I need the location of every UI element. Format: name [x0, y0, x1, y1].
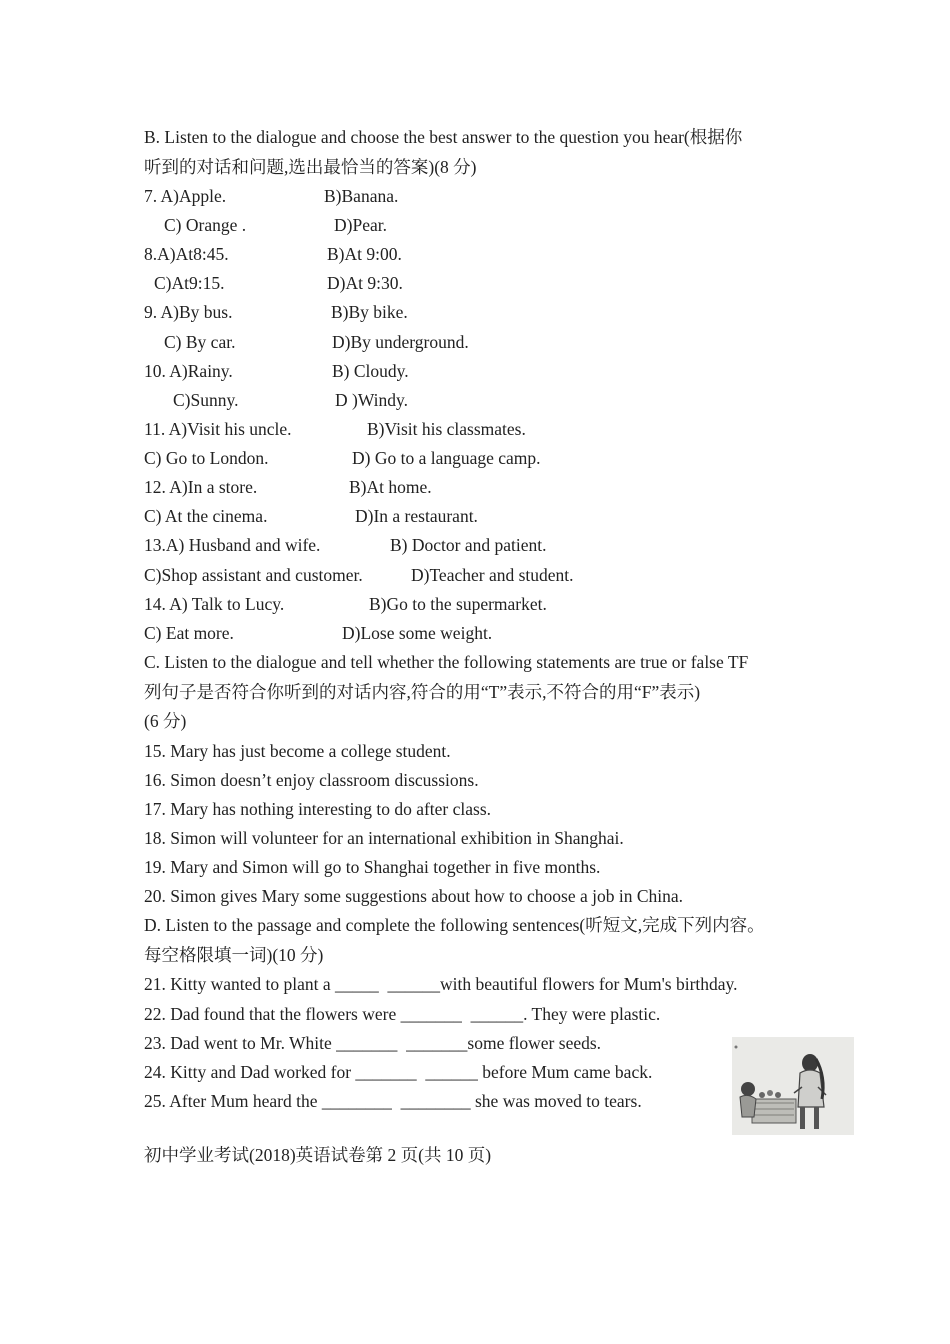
- q7-option-a: 7. A)Apple.: [144, 186, 227, 206]
- q7-option-b: B)Banana.: [324, 186, 399, 206]
- section-c-heading: C. Listen to the dialogue and tell whether the following statements are true or false TF: [144, 652, 749, 672]
- statement-19: 19. Mary and Simon will go to Shanghai together in five months.: [144, 857, 601, 877]
- section-d-heading: D. Listen to the passage and complete the following sentences(听短文,完成下列内容。: [144, 915, 765, 935]
- q9-option-d: D)By underground.: [332, 332, 469, 352]
- illustration-image: [732, 1037, 854, 1135]
- q10-option-b: B) Cloudy.: [332, 361, 409, 381]
- sentence-23: 23. Dad went to Mr. White _______ _______some flower seeds.: [144, 1033, 602, 1053]
- q7-option-d: D)Pear.: [334, 215, 387, 235]
- q7-option-c: C) Orange .: [164, 215, 247, 235]
- q11-option-b: B)Visit his classmates.: [367, 419, 526, 439]
- sentence-25: 25. After Mum heard the ________ ________ she was moved to tears.: [144, 1091, 642, 1111]
- section-b-heading: B. Listen to the dialogue and choose the best answer to the question you hear(根据你: [144, 127, 743, 147]
- sentence-22: 22. Dad found that the flowers were _______ ______. They were plastic.: [144, 1004, 661, 1024]
- section-c-points: (6 分): [144, 711, 187, 731]
- q11-option-a: 11. A)Visit his uncle.: [144, 419, 292, 439]
- sentence-21: 21. Kitty wanted to plant a _____ ______with beautiful flowers for Mum's birthday.: [144, 974, 738, 994]
- statement-17: 17. Mary has nothing interesting to do after class.: [144, 799, 492, 819]
- statement-18: 18. Simon will volunteer for an international exhibition in Shanghai.: [144, 828, 624, 848]
- q12-option-d: D)In a restaurant.: [355, 506, 478, 526]
- q13-option-d: D)Teacher and student.: [411, 565, 574, 585]
- q8-option-b: B)At 9:00.: [327, 244, 402, 264]
- q13-option-c: C)Shop assistant and customer.: [144, 565, 363, 585]
- statement-20: 20. Simon gives Mary some suggestions about how to choose a job in China.: [144, 886, 684, 906]
- q13-option-b: B) Doctor and patient.: [390, 535, 547, 555]
- section-d-heading-cont: 每空格限填一词)(10 分): [144, 945, 324, 965]
- q10-option-c: C)Sunny.: [173, 390, 239, 410]
- q8-option-a: 8.A)At8:45.: [144, 244, 229, 264]
- q9-option-c: C) By car.: [164, 332, 236, 352]
- section-b-heading-cont: 听到的对话和问题,选出最恰当的答案)(8 分): [144, 157, 477, 177]
- q11-option-c: C) Go to London.: [144, 448, 269, 468]
- q14-option-a: 14. A) Talk to Lucy.: [144, 594, 285, 614]
- section-c-heading-cont: 列句子是否符合你听到的对话内容,符合的用“T”表示,不符合的用“F”表示): [144, 682, 701, 702]
- q14-option-b: B)Go to the supermarket.: [369, 594, 547, 614]
- q10-option-a: 10. A)Rainy.: [144, 361, 233, 381]
- sentence-24: 24. Kitty and Dad worked for _______ ______ before Mum came back.: [144, 1062, 653, 1082]
- q12-option-c: C) At the cinema.: [144, 506, 268, 526]
- q10-option-d: D )Windy.: [335, 390, 409, 410]
- q9-option-b: B)By bike.: [331, 302, 408, 322]
- q8-option-d: D)At 9:30.: [327, 273, 403, 293]
- q13-option-a: 13.A) Husband and wife.: [144, 535, 321, 555]
- q11-option-d: D) Go to a language camp.: [352, 448, 541, 468]
- q14-option-d: D)Lose some weight.: [342, 623, 493, 643]
- q14-option-c: C) Eat more.: [144, 623, 234, 643]
- q12-option-a: 12. A)In a store.: [144, 477, 258, 497]
- q9-option-a: 9. A)By bus.: [144, 302, 233, 322]
- statement-15: 15. Mary has just become a college student.: [144, 741, 451, 761]
- q8-option-c: C)At9:15.: [154, 273, 225, 293]
- statement-16: 16. Simon doesn’t enjoy classroom discussions.: [144, 770, 479, 790]
- q12-option-b: B)At home.: [349, 477, 432, 497]
- page-footer: 初中学业考试(2018)英语试卷第 2 页(共 10 页): [144, 1145, 492, 1165]
